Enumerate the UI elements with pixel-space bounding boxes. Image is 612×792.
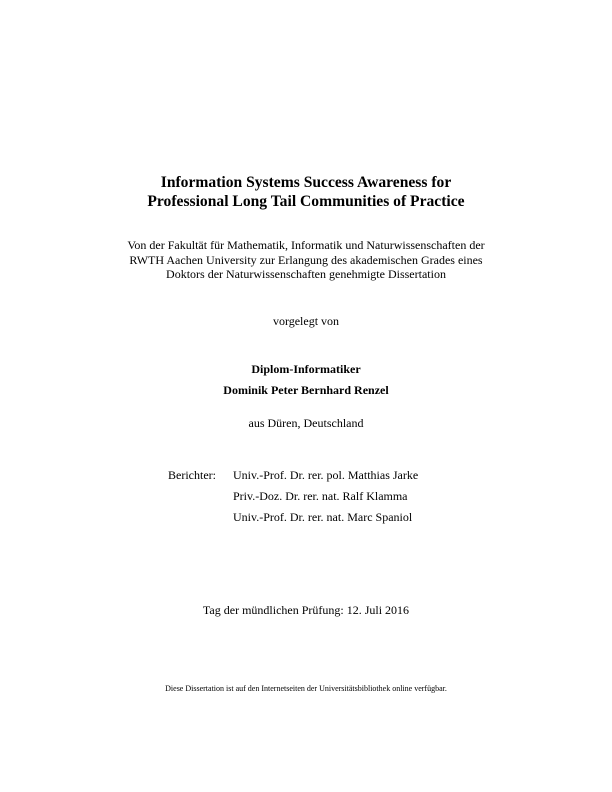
exam-date: Tag der mündlichen Prüfung: 12. Juli 2016 — [202, 603, 410, 617]
faculty-line-3: Doktors der Naturwissenschaften genehmigte Dissertation — [166, 267, 446, 281]
referee-2: Priv.-Doz. Dr. rer. nat. Ralf Klamma — [233, 489, 408, 503]
submitted-by-label: vorgelegt von — [272, 314, 340, 328]
faculty-line-1: Von der Fakultät für Mathematik, Informatik und Naturwissenschaften der — [127, 238, 485, 252]
title-line-1: Information Systems Success Awareness for — [160, 174, 452, 191]
dissertation-title — [0, 173, 612, 211]
referees-list — [233, 465, 418, 528]
author-degree: Diplom-Informatiker — [251, 362, 361, 376]
author-block — [0, 359, 612, 401]
author-name: Dominik Peter Bernhard Renzel — [223, 383, 389, 397]
availability-note: Diese Dissertation ist auf den Internetseiten der Universitätsbibliothek online verfügbar. — [165, 684, 447, 693]
referee-1: Univ.-Prof. Dr. rer. pol. Matthias Jarke — [233, 468, 419, 482]
faculty-statement — [0, 238, 612, 282]
title-line-2: Professional Long Tail Communities of Practice — [147, 193, 465, 210]
referees-label: Berichter: — [168, 468, 216, 482]
author-origin: aus Düren, Deutschland — [248, 416, 364, 430]
faculty-line-2: RWTH Aachen University zur Erlangung des akademischen Grades eines — [129, 252, 483, 267]
referee-3: Univ.-Prof. Dr. rer. nat. Marc Spaniol — [233, 510, 413, 524]
